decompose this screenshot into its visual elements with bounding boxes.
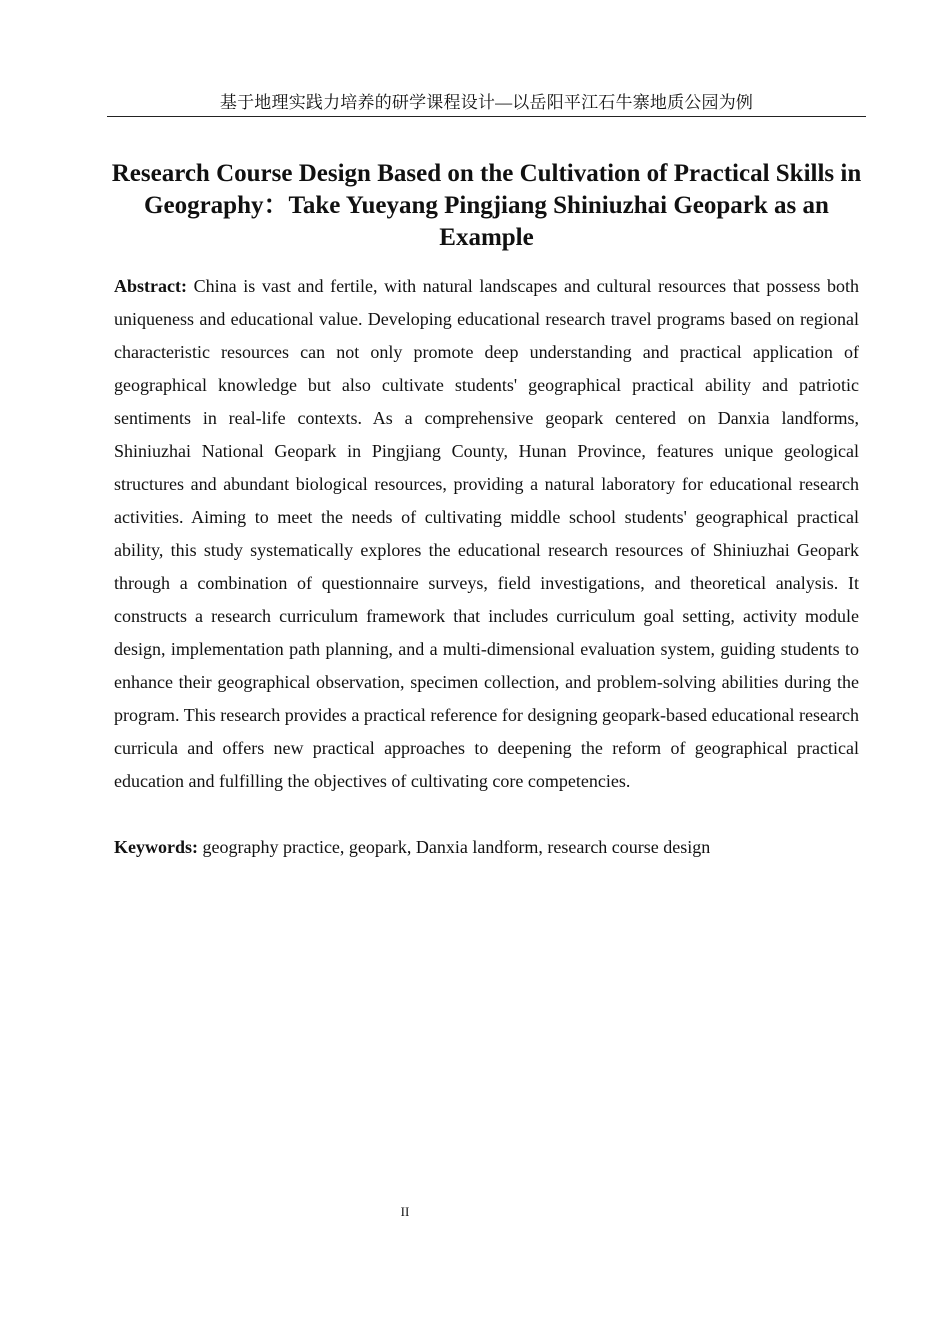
abstract-text: China is vast and fertile, with natural landscapes and cultural resources that possess both uniqueness and educational value. Developing educational research travel programs based on regional characteristic resources can not only promote deep understanding and practical application of geographical knowledge but also cultivate students' geographical practical ability and patriotic sentiments in real-life contexts. As a comprehensive geopark centered on Danxia landforms, Shiniuzhai National Geopark in Pingjiang County, Hunan Province, features unique geological structures and abundant biological resources, providing a natural laboratory for educational research activities. Aiming to meet the needs of cultivating middle school students' geographical practical ability, this study systematically explores the educational research resources of Shiniuzhai Geopark through a combination of questionnaire surveys, field investigations, and theoretical analysis. It constructs a research curriculum framework that includes curriculum goal setting, activity module design, implementation path planning, and a multi-dimensional evaluation system, guiding students to enhance their geographical observation, specimen collection, and problem-solving abilities during the program. This research provides a practical reference for designing geopark-based educational research curricula and offers new practical approaches to deepening the reform of geographical practical education and fulfilling the objectives of cultivating core competencies. <box>114 276 859 791</box>
running-header: 基于地理实践力培养的研学课程设计—以岳阳平江石牛寨地质公园为例 <box>107 92 866 117</box>
keywords-label: Keywords: <box>114 837 198 857</box>
page-number: II <box>400 1204 410 1219</box>
keywords-text: geography practice, geopark, Danxia landform, research course design <box>202 837 711 857</box>
keywords-paragraph <box>114 831 859 864</box>
paper-title: Research Course Design Based on the Cultivation of Practical Skills in Geography：Take Yueyang Pingjiang Shiniuzhai Geopark as an Example <box>111 160 862 251</box>
abstract-paragraph <box>114 270 859 798</box>
abstract-label: Abstract: <box>114 276 187 296</box>
